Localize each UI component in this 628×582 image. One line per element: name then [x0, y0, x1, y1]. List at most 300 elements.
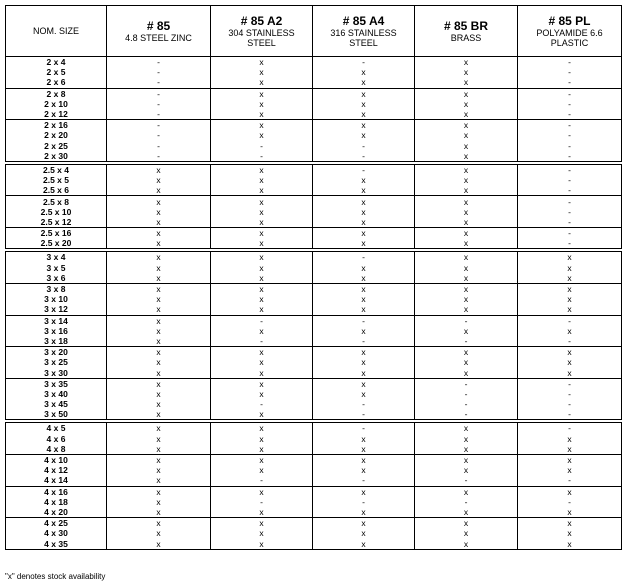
availability-cell: - [313, 497, 415, 507]
availability-cell: x [211, 196, 313, 207]
availability-cell: x [107, 304, 211, 315]
availability-cell: - [518, 109, 622, 120]
footnote: "x" denotes stock availability [5, 572, 106, 581]
availability-cell: - [415, 497, 518, 507]
availability-cell: x [518, 444, 622, 455]
availability-cell: x [211, 421, 313, 433]
availability-cell: x [211, 57, 313, 68]
size-cell: 3 x 25 [6, 357, 107, 367]
header-material: POLYAMIDE 6.6 [536, 27, 603, 38]
availability-cell: - [313, 57, 415, 68]
availability-cell: x [313, 518, 415, 529]
table-row [6, 434, 622, 444]
availability-cell: x [211, 409, 313, 421]
availability-cell: - [415, 336, 518, 347]
table-row [6, 217, 622, 228]
availability-cell: x [518, 347, 622, 358]
availability-cell: x [415, 250, 518, 262]
availability-cell: x [211, 454, 313, 465]
availability-cell: x [415, 196, 518, 207]
availability-cell: x [415, 434, 518, 444]
size-cell: 3 x 4 [6, 250, 107, 262]
size-cell: 2.5 x 20 [6, 238, 107, 250]
availability-cell: x [415, 151, 518, 163]
availability-cell: - [107, 99, 211, 109]
size-cell: 2 x 25 [6, 141, 107, 151]
availability-cell: x [415, 444, 518, 455]
availability-cell: x [415, 273, 518, 284]
availability-cell: x [313, 444, 415, 455]
availability-cell: x [415, 357, 518, 367]
table-row [6, 336, 622, 347]
availability-cell: x [415, 130, 518, 140]
availability-cell: - [518, 497, 622, 507]
availability-cell: x [313, 454, 415, 465]
availability-cell: - [415, 475, 518, 486]
size-cell: 3 x 40 [6, 389, 107, 399]
availability-cell: - [107, 151, 211, 163]
table-row [6, 409, 622, 421]
availability-cell: x [313, 196, 415, 207]
header-code: # 85 [146, 18, 171, 33]
table-row [6, 250, 622, 262]
availability-cell: x [107, 389, 211, 399]
availability-cell: - [211, 497, 313, 507]
availability-cell: x [313, 538, 415, 549]
availability-cell: x [107, 409, 211, 421]
availability-cell: x [211, 518, 313, 529]
header-material: STEEL [349, 37, 378, 48]
availability-cell: x [211, 326, 313, 336]
table-row [6, 475, 622, 486]
availability-cell: - [518, 421, 622, 433]
availability-cell: x [313, 228, 415, 239]
availability-cell: x [313, 357, 415, 367]
availability-cell: x [211, 130, 313, 140]
availability-cell: - [518, 151, 622, 163]
availability-cell: x [211, 228, 313, 239]
availability-cell: x [211, 444, 313, 455]
availability-cell: x [313, 263, 415, 273]
availability-cell: x [107, 399, 211, 409]
availability-cell: x [313, 130, 415, 140]
size-cell: 2 x 10 [6, 99, 107, 109]
size-cell: 3 x 6 [6, 273, 107, 284]
header-85-br [415, 6, 518, 57]
availability-cell: x [313, 434, 415, 444]
size-cell: 4 x 20 [6, 507, 107, 518]
header-code: # 85 A4 [342, 13, 385, 28]
availability-cell: x [211, 77, 313, 88]
availability-cell: x [415, 67, 518, 77]
availability-cell: - [518, 389, 622, 399]
availability-cell: x [415, 238, 518, 250]
availability-cell: - [518, 207, 622, 217]
availability-cell: x [211, 465, 313, 475]
availability-cell: x [211, 88, 313, 99]
availability-cell: x [518, 250, 622, 262]
availability-cell: x [518, 326, 622, 336]
availability-cell: x [107, 434, 211, 444]
table-row [6, 130, 622, 140]
availability-cell: x [107, 163, 211, 175]
availability-cell: - [211, 336, 313, 347]
availability-cell: - [518, 185, 622, 196]
size-cell: 3 x 45 [6, 399, 107, 409]
availability-cell: x [211, 120, 313, 131]
availability-cell: x [415, 454, 518, 465]
header-material: 316 STAINLESS [330, 27, 397, 38]
size-cell: 3 x 8 [6, 283, 107, 294]
availability-cell: - [313, 250, 415, 262]
availability-cell: - [211, 141, 313, 151]
availability-cell: - [211, 399, 313, 409]
availability-cell: x [211, 238, 313, 250]
availability-cell: - [518, 99, 622, 109]
availability-cell: - [313, 475, 415, 486]
availability-cell: - [415, 389, 518, 399]
availability-cell: x [211, 347, 313, 358]
header-material: PLASTIC [550, 37, 589, 48]
size-cell: 2 x 16 [6, 120, 107, 131]
availability-cell: x [415, 283, 518, 294]
availability-cell: - [415, 399, 518, 409]
availability-cell: x [107, 294, 211, 304]
availability-cell: - [518, 67, 622, 77]
availability-cell: x [211, 434, 313, 444]
table-row [6, 175, 622, 185]
availability-cell: x [211, 99, 313, 109]
availability-cell: x [313, 238, 415, 250]
availability-cell: - [415, 378, 518, 389]
availability-cell: - [313, 409, 415, 421]
size-cell: 4 x 5 [6, 421, 107, 433]
table-row [6, 238, 622, 250]
availability-cell: x [313, 77, 415, 88]
availability-cell: x [107, 175, 211, 185]
availability-cell: x [518, 283, 622, 294]
table-row [6, 326, 622, 336]
availability-cell: x [107, 507, 211, 518]
availability-cell: x [211, 357, 313, 367]
availability-cell: - [415, 315, 518, 326]
size-cell: 2 x 4 [6, 57, 107, 68]
availability-cell: - [518, 336, 622, 347]
availability-cell: x [107, 263, 211, 273]
size-cell: 3 x 16 [6, 326, 107, 336]
availability-cell: x [415, 163, 518, 175]
availability-cell: - [518, 399, 622, 409]
header-row [6, 6, 622, 57]
availability-cell: x [415, 294, 518, 304]
size-cell: 4 x 6 [6, 434, 107, 444]
availability-cell: x [313, 389, 415, 399]
availability-cell: x [415, 207, 518, 217]
size-cell: 4 x 10 [6, 454, 107, 465]
availability-cell: x [518, 454, 622, 465]
header-85-pl [518, 6, 622, 57]
availability-cell: x [518, 486, 622, 497]
availability-cell: - [518, 163, 622, 175]
availability-cell: x [415, 141, 518, 151]
header-85-a4 [313, 6, 415, 57]
availability-cell: - [518, 88, 622, 99]
availability-cell: - [518, 475, 622, 486]
availability-cell: x [211, 273, 313, 284]
availability-cell: x [415, 263, 518, 273]
availability-cell: x [107, 185, 211, 196]
table-row [6, 465, 622, 475]
availability-cell: x [211, 217, 313, 228]
availability-cell: - [518, 120, 622, 131]
availability-cell: x [211, 507, 313, 518]
table-row [6, 304, 622, 315]
table-row [6, 399, 622, 409]
availability-cell: x [107, 326, 211, 336]
availability-cell: x [107, 250, 211, 262]
availability-table [5, 5, 622, 550]
availability-cell: x [518, 273, 622, 284]
availability-cell: x [107, 315, 211, 326]
availability-cell: x [107, 283, 211, 294]
availability-cell: x [107, 228, 211, 239]
availability-cell: x [415, 185, 518, 196]
availability-cell: x [415, 465, 518, 475]
availability-cell: - [107, 77, 211, 88]
availability-cell: x [518, 263, 622, 273]
header-material: 4.8 STEEL ZINC [125, 32, 192, 43]
size-cell: 2 x 8 [6, 88, 107, 99]
size-cell: 4 x 18 [6, 497, 107, 507]
availability-cell: x [313, 486, 415, 497]
availability-cell: - [211, 315, 313, 326]
table-row [6, 263, 622, 273]
header-85 [107, 6, 211, 57]
availability-cell: x [211, 304, 313, 315]
availability-cell: x [518, 538, 622, 549]
table-row [6, 507, 622, 518]
availability-cell: - [518, 196, 622, 207]
table-row [6, 283, 622, 294]
size-cell: 2.5 x 5 [6, 175, 107, 185]
availability-cell: - [107, 67, 211, 77]
availability-cell: x [211, 263, 313, 273]
size-cell: 2.5 x 8 [6, 196, 107, 207]
size-cell: 2.5 x 16 [6, 228, 107, 239]
availability-cell: x [518, 304, 622, 315]
availability-cell: x [415, 120, 518, 131]
size-cell: 3 x 20 [6, 347, 107, 358]
availability-cell: x [313, 304, 415, 315]
size-cell: 4 x 8 [6, 444, 107, 455]
availability-cell: x [313, 120, 415, 131]
availability-cell: x [211, 185, 313, 196]
header-code: # 85 PL [548, 13, 591, 28]
availability-cell: x [313, 109, 415, 120]
table-row [6, 99, 622, 109]
availability-cell: x [518, 518, 622, 529]
size-cell: 2 x 6 [6, 77, 107, 88]
availability-cell: x [518, 507, 622, 518]
availability-cell: x [211, 367, 313, 378]
availability-cell: x [415, 518, 518, 529]
table-row [6, 528, 622, 538]
size-cell: 3 x 35 [6, 378, 107, 389]
availability-cell: x [107, 336, 211, 347]
availability-cell: x [313, 283, 415, 294]
table-row [6, 120, 622, 131]
availability-cell: x [107, 465, 211, 475]
availability-cell: x [107, 528, 211, 538]
availability-cell: x [211, 528, 313, 538]
table-row [6, 207, 622, 217]
availability-cell: - [518, 77, 622, 88]
availability-cell: x [211, 175, 313, 185]
availability-cell: x [415, 99, 518, 109]
availability-cell: - [518, 217, 622, 228]
availability-cell: x [313, 367, 415, 378]
table-row [6, 518, 622, 529]
size-cell: 3 x 18 [6, 336, 107, 347]
availability-cell: x [107, 196, 211, 207]
availability-cell: - [107, 120, 211, 131]
availability-cell: x [211, 67, 313, 77]
table-row [6, 378, 622, 389]
availability-cell: x [415, 88, 518, 99]
table-row [6, 294, 622, 304]
availability-cell: - [313, 315, 415, 326]
availability-cell: - [518, 228, 622, 239]
availability-cell: x [313, 175, 415, 185]
table-row [6, 421, 622, 433]
availability-cell: x [107, 357, 211, 367]
availability-cell: x [415, 304, 518, 315]
availability-cell: x [415, 347, 518, 358]
availability-cell: x [107, 518, 211, 529]
availability-cell: x [313, 347, 415, 358]
table-row [6, 57, 622, 68]
availability-cell: x [313, 88, 415, 99]
header-code: # 85 A2 [240, 13, 283, 28]
availability-cell: - [518, 378, 622, 389]
availability-cell: x [211, 378, 313, 389]
availability-cell: - [518, 315, 622, 326]
availability-cell: x [107, 475, 211, 486]
availability-cell: - [313, 336, 415, 347]
table-row [6, 109, 622, 120]
availability-cell: x [415, 528, 518, 538]
availability-cell: x [107, 378, 211, 389]
availability-cell: x [415, 421, 518, 433]
availability-cell: x [313, 528, 415, 538]
size-cell: 2 x 30 [6, 151, 107, 163]
table-row [6, 357, 622, 367]
availability-cell: - [313, 163, 415, 175]
availability-cell: - [518, 57, 622, 68]
header-85-a2 [211, 6, 313, 57]
size-cell: 3 x 5 [6, 263, 107, 273]
size-cell: 4 x 12 [6, 465, 107, 475]
availability-cell: x [518, 294, 622, 304]
availability-cell: - [313, 399, 415, 409]
table-row [6, 486, 622, 497]
size-cell: 3 x 12 [6, 304, 107, 315]
availability-cell: x [107, 367, 211, 378]
availability-cell: x [107, 486, 211, 497]
availability-cell: x [211, 294, 313, 304]
availability-cell: x [518, 465, 622, 475]
availability-cell: x [107, 454, 211, 465]
availability-cell: x [415, 77, 518, 88]
header-code: # 85 BR [443, 18, 489, 33]
table-row [6, 151, 622, 163]
size-cell: 4 x 16 [6, 486, 107, 497]
availability-cell: - [518, 238, 622, 250]
availability-cell: x [415, 326, 518, 336]
size-cell: 2 x 20 [6, 130, 107, 140]
header-nom-size-label: NOM. SIZE [32, 26, 79, 36]
availability-cell: x [211, 486, 313, 497]
availability-cell: x [313, 465, 415, 475]
availability-cell: x [415, 367, 518, 378]
header-material: 304 STAINLESS [228, 27, 295, 38]
availability-cell: x [415, 109, 518, 120]
header-nom-size [6, 6, 107, 57]
size-cell: 3 x 50 [6, 409, 107, 421]
availability-cell: x [107, 538, 211, 549]
table-row [6, 163, 622, 175]
table-row [6, 315, 622, 326]
availability-cell: x [107, 238, 211, 250]
availability-cell: - [107, 141, 211, 151]
availability-cell: x [211, 109, 313, 120]
availability-cell: x [415, 538, 518, 549]
availability-cell: x [107, 497, 211, 507]
size-cell: 2.5 x 4 [6, 163, 107, 175]
size-cell: 4 x 25 [6, 518, 107, 529]
availability-cell: x [107, 217, 211, 228]
availability-cell: - [107, 88, 211, 99]
availability-cell: x [415, 217, 518, 228]
size-cell: 4 x 14 [6, 475, 107, 486]
table-row [6, 389, 622, 399]
availability-cell: x [211, 207, 313, 217]
availability-cell: x [313, 185, 415, 196]
availability-cell: - [313, 141, 415, 151]
table-row [6, 273, 622, 284]
size-cell: 2.5 x 10 [6, 207, 107, 217]
size-cell: 2 x 5 [6, 67, 107, 77]
table-row [6, 444, 622, 455]
availability-cell: x [107, 273, 211, 284]
availability-cell: x [313, 294, 415, 304]
availability-cell: - [415, 409, 518, 421]
availability-cell: x [211, 389, 313, 399]
availability-cell: x [313, 507, 415, 518]
availability-cell: x [313, 326, 415, 336]
table-row [6, 347, 622, 358]
availability-cell: x [415, 486, 518, 497]
table-row [6, 367, 622, 378]
availability-cell: x [211, 283, 313, 294]
availability-cell: x [415, 507, 518, 518]
table-row [6, 538, 622, 549]
availability-cell: - [313, 421, 415, 433]
table-row [6, 497, 622, 507]
availability-cell: x [107, 347, 211, 358]
availability-cell: x [518, 528, 622, 538]
availability-cell: x [415, 175, 518, 185]
